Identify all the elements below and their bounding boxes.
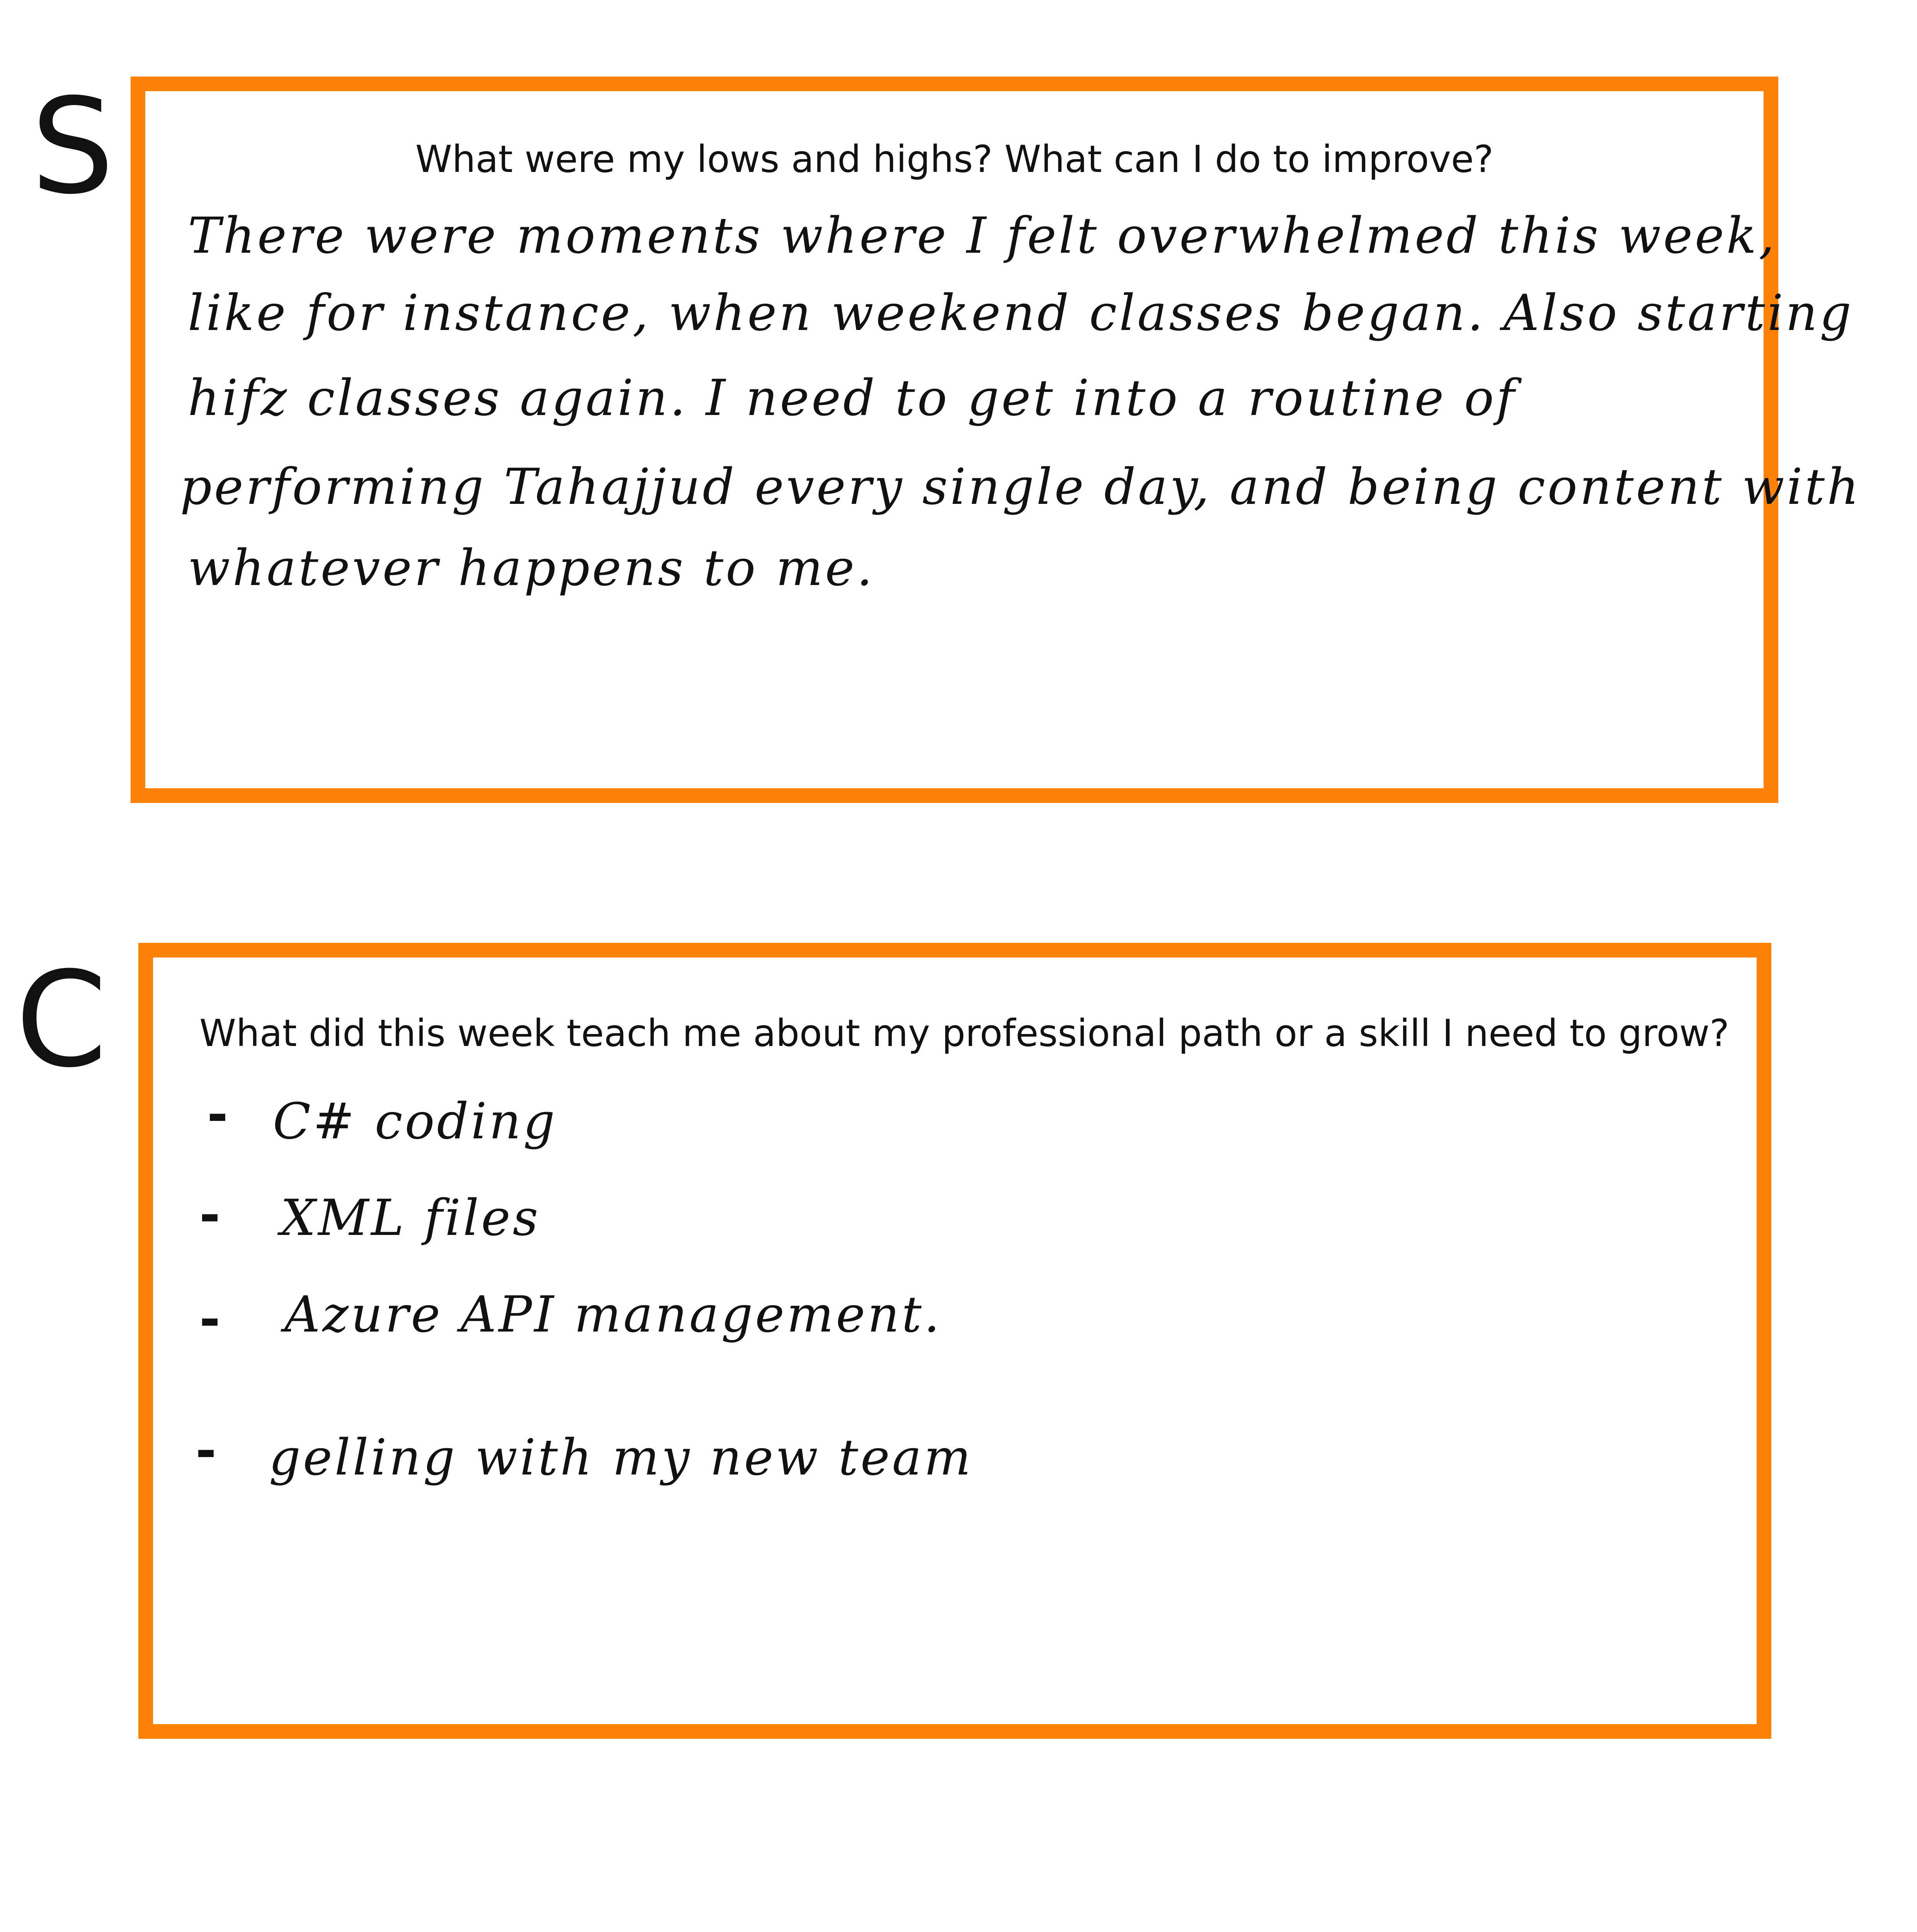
journal-line: hifz classes again. I need to get into a routine of — [188, 369, 1517, 427]
section-letter-c: C — [15, 944, 107, 1097]
prompt-professional: What did this week teach me about my professional path or a skill I need to grow? — [199, 1012, 1730, 1055]
journal-line: performing Tahajjud every single day, and being content with — [180, 458, 1861, 516]
reflection-box-professional — [138, 943, 1771, 1739]
section-letter-s: S — [31, 70, 114, 223]
list-item: gelling with my new team — [269, 1429, 973, 1486]
prompt-lows-highs: What were my lows and highs? What can I do to improve? — [415, 138, 1494, 181]
journal-line: whatever happens to me. — [188, 539, 875, 597]
reflection-box-lows-highs — [131, 77, 1861, 803]
list-item: C# coding — [273, 1093, 557, 1150]
list-bullet: - — [199, 1185, 220, 1244]
list-item: XML files — [281, 1189, 541, 1247]
list-bullet: - — [196, 1421, 216, 1480]
list-bullet: - — [199, 1290, 220, 1349]
journal-line: There were moments where I felt overwhelmed this week, — [188, 207, 1777, 265]
journal-line: like for instance, when weekend classes began. Also starting — [188, 284, 1854, 342]
list-bullet: - — [207, 1085, 228, 1144]
list-item: Azure API management. — [284, 1286, 942, 1344]
